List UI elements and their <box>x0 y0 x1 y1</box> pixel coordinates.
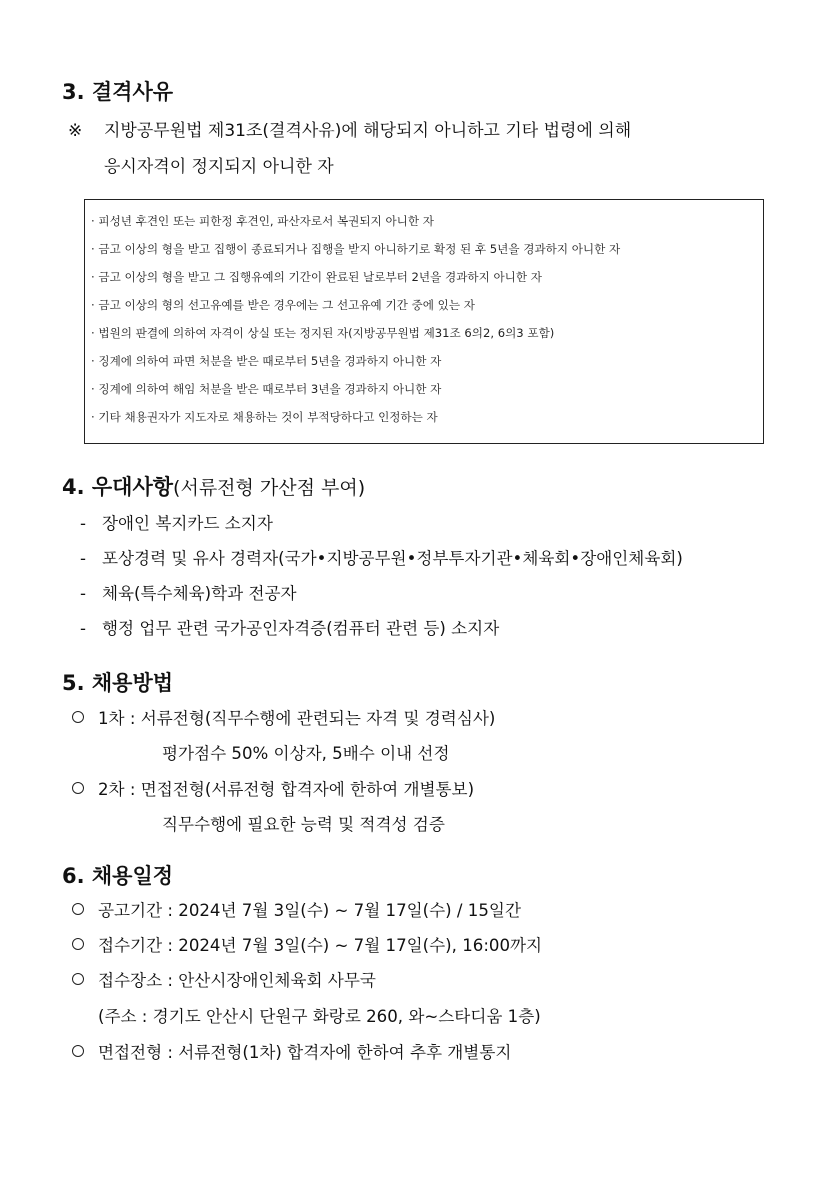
dash-bullet: - <box>80 514 86 533</box>
dash-bullet: - <box>80 619 86 638</box>
section4-title-main: 4. 우대사항 <box>62 475 174 499</box>
box-item: · 금고 이상의 형의 선고유예를 받은 경우에는 그 선고유예 기간 중에 있는 자 <box>91 298 475 312</box>
schedule-item: 접수장소 : 안산시장애인체육회 사무국 <box>72 973 376 990</box>
preference-item: - 행정 업무 관련 국가공인자격증(컴퓨터 관련 등) 소지자 <box>80 619 500 638</box>
schedule-item: 접수기간 : 2024년 7월 3일(수) ~ 7월 17일(수), 16:00까지 <box>72 938 542 955</box>
schedule-item: 공고기간 : 2024년 7월 3일(수) ~ 7월 17일(수) / 15일간 <box>72 903 521 920</box>
schedule-item: 면접전형 : 서류전형(1차) 합격자에 한하여 추후 개별통지 <box>72 1045 511 1062</box>
note-line-2: 응시자격이 정지되지 아니한 자 <box>104 157 334 177</box>
circle-bullet-icon <box>72 938 84 950</box>
dash-bullet: - <box>80 549 86 568</box>
section3-title: 3. 결격사유 <box>62 80 174 104</box>
circle-bullet-icon <box>72 711 84 723</box>
circle-bullet-icon <box>72 782 84 794</box>
circle-bullet-icon <box>72 973 84 985</box>
venue-address: (주소 : 경기도 안산시 단원구 화랑로 260, 와~스타디움 1층) <box>98 1007 541 1026</box>
section4-subtitle: (서류전형 가산점 부여) <box>173 477 366 499</box>
box-item: · 징계에 의하여 파면 처분을 받은 때로부터 5년을 경과하지 아니한 자 <box>91 354 442 368</box>
box-item: · 법원의 판결에 의하여 자격이 상실 또는 정지된 자(지방공무원법 제31조 6의2, 6의3 포함) <box>91 326 555 340</box>
preference-item: - 장애인 복지카드 소지자 <box>80 514 273 533</box>
circle-bullet-icon <box>72 903 84 915</box>
section4-title <box>62 477 365 498</box>
preference-item: - 포상경력 및 유사 경력자(국가•지방공무원•정부투자기관•체육회•장애인체육회) <box>80 549 683 568</box>
box-item: · 금고 이상의 형을 받고 그 집행유예의 기간이 완료된 날로부터 2년을 경과하지 아니한 자 <box>91 270 542 284</box>
dash-bullet: - <box>80 584 86 603</box>
section5-title: 5. 채용방법 <box>62 671 174 695</box>
note-line-1: 지방공무원법 제31조(결격사유)에 해당되지 아니하고 기타 법령에 의해 <box>104 121 632 141</box>
stage-1: 1차 : 서류전형(직무수행에 관련되는 자격 및 경력심사) <box>72 711 495 728</box>
stage-2: 2차 : 면접전형(서류전형 합격자에 한하여 개별통보) <box>72 782 474 799</box>
section6-title: 6. 채용일정 <box>62 864 174 888</box>
box-item: · 기타 채용권자가 지도자로 채용하는 것이 부적당하다고 인정하는 자 <box>91 410 438 424</box>
disqualification-box <box>84 199 764 444</box>
box-item: · 징계에 의하여 해임 처분을 받은 때로부터 3년을 경과하지 아니한 자 <box>91 382 442 396</box>
stage-1-detail: 평가점수 50% 이상자, 5배수 이내 선정 <box>162 744 450 763</box>
note-mark: ※ <box>68 121 83 141</box>
stage-2-detail: 직무수행에 필요한 능력 및 적격성 검증 <box>162 815 445 834</box>
box-item: · 금고 이상의 형을 받고 집행이 종료되거나 집행을 받지 아니하기로 확정 된 후 5년을 경과하지 아니한 자 <box>91 242 621 256</box>
box-item: · 피성년 후견인 또는 피한정 후견인, 파산자로서 복권되지 아니한 자 <box>91 214 434 228</box>
circle-bullet-icon <box>72 1045 84 1057</box>
preference-item: - 체육(특수체육)학과 전공자 <box>80 584 297 603</box>
